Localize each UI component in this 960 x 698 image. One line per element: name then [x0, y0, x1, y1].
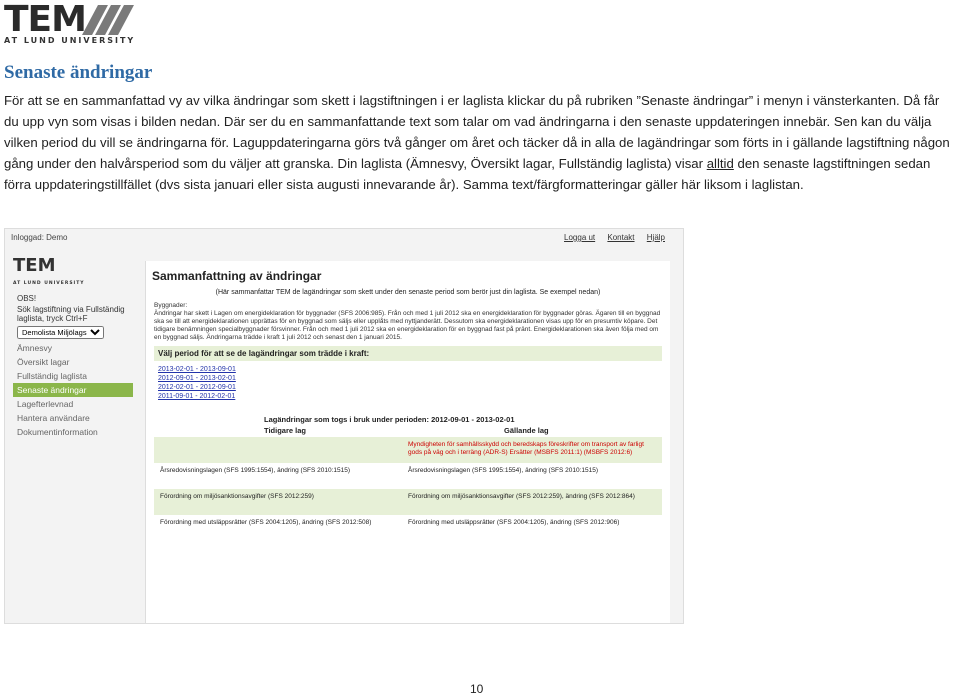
table-row — [154, 463, 662, 489]
sidebar-item-oversikt[interactable]: Översikt lagar — [17, 357, 70, 367]
sidebar — [13, 257, 133, 439]
row-old — [160, 441, 408, 459]
comparison-rows — [154, 437, 662, 541]
table-row — [154, 489, 662, 515]
sidebar-item-senaste[interactable]: Senaste ändringar — [13, 383, 133, 397]
building-summary — [154, 302, 662, 342]
building-text: Ändringar har skett i Lagen om energideklaration för byggnader (SFS 2006:985). Från och med 1 juli 2012 ska en energideklaration för byggnader göras. Ägaren till en byggnad ska se till att energideklarationen upprättas för en byggnad som säljs eller upplåts med nyttjanderätt. Dessutom ska energideklarationen visas upp för en presumtiv köpare. Det tidigare benämningen specialbyggnader försvinner. Från och med 1 juli 2012 ska en energideklaration för en byggnad fast på pränt. Energideklarationen ska även följa med om en byggnad säljs. Ändringarna trädde i kraft 1 juli 2012 och senast den 1 januari 2015. — [154, 310, 661, 341]
logo-slashes-icon — [90, 5, 129, 35]
top-bar — [5, 229, 683, 251]
comparison-heading: Lagändringar som togs i bruk under perioden: 2012-09-01 - 2013-02-01 — [264, 415, 515, 424]
embedded-screenshot — [4, 228, 684, 624]
logged-in-label: Inloggad: Demo — [11, 233, 68, 242]
paragraph-part-1: För att se en sammanfattad vy av vilka ändringar som skett i lagstiftningen i er laglista klickar du på rubriken ”Senaste ändringar” i menyn i vänsterkanten. Då får du upp vyn som visas i bilden nedan. Där ser du en sammanfattande text som talar om vad ändringarna i den senaste uppdateringen innebär. Sen kan du välja vilken period du vill se ändringarna för. Laguppdateringarna görs två gånger om året och täcker då in alla de lagändringar som förts in i gällande lagstiftning någon gång under den halvårsperiod som du väljer att granska. Din laglista (Ämnesvy, Översikt lagar, Fullständig laglista) visar — [4, 93, 950, 171]
sidebar-item-dokument[interactable]: Dokumentinformation — [17, 427, 98, 437]
period-link[interactable]: 2011-09-01 - 2012-02-01 — [158, 393, 236, 400]
comparison-table — [154, 413, 662, 541]
obs-label: OBS! — [17, 294, 37, 303]
page-number: 10 — [470, 682, 484, 696]
main-panel — [145, 261, 670, 623]
sidebar-item-hantera[interactable]: Hantera användare — [17, 413, 90, 423]
period-link[interactable]: 2013-02-01 - 2013-09-01 — [158, 366, 236, 373]
sidebar-item-lagefterlevnad[interactable]: Lagefterlevnad — [17, 399, 74, 409]
building-label: Byggnader: — [154, 302, 188, 309]
paragraph-underlined: alltid — [706, 156, 734, 171]
sidebar-logo: TEM AT LUND UNIVERSITY — [13, 255, 85, 286]
list-select[interactable] — [17, 326, 104, 339]
choose-period: Välj period för att se de lagändringar som trädde i kraft: — [154, 346, 662, 361]
row-new: Förordning med utsläppsrätter (SFS 2004:1205), ändring (SFS 2012:906) — [408, 519, 620, 526]
section-heading: Senaste ändringar — [4, 62, 153, 83]
logout-link[interactable]: Logga ut — [564, 233, 596, 242]
col-old: Tidigare lag — [264, 426, 306, 435]
logo-text: TEM — [4, 0, 86, 40]
period-link[interactable]: 2012-09-01 - 2013-02-01 — [158, 375, 236, 382]
help-link[interactable]: Hjälp — [646, 233, 665, 242]
top-links — [554, 233, 665, 242]
summary-info: (Här sammanfattar TEM de lagändringar som skett under den senaste period som berör just din laglista. Se exempel nedan) — [215, 289, 601, 296]
summary-title: Sammanfattning av ändringar — [152, 269, 322, 283]
paragraph-part-2: den senaste lagstiftningen sedan förra uppdateringstillfället (dvs sista januari eller sista augusti innevarande år). Samma text/färgformatteringar gäller här liksom i laglistan. — [4, 156, 931, 192]
tem-logo — [4, 2, 144, 46]
row-old: Förordning med utsläppsrätter (SFS 2004:1205), ändring (SFS 2012:508) — [160, 519, 372, 526]
sidebar-item-fullstandig[interactable]: Fullständig laglista — [17, 371, 87, 381]
comparison-columns — [154, 426, 662, 437]
row-new: Myndigheten för samhällsskydd och beredskaps föreskrifter om transport av farligt gods på väg och i terräng (ADR-S) Ersätter (MSBFS 2011:1) (MSBFS 2012:6) — [408, 441, 644, 456]
period-list — [158, 365, 658, 401]
row-new: Årsredovisningslagen (SFS 1995:1554), ändring (SFS 2010:1515) — [408, 467, 599, 474]
row-old: Förordning om miljösanktionsavgifter (SFS 2012:259) — [160, 493, 314, 500]
body-paragraph — [4, 90, 956, 195]
period-link[interactable]: 2012-02-01 - 2012-09-01 — [158, 384, 236, 391]
contact-link[interactable]: Kontakt — [607, 233, 635, 242]
row-old: Årsredovisningslagen (SFS 1995:1554), ändring (SFS 2010:1515) — [160, 467, 351, 474]
table-row — [154, 515, 662, 541]
search-tip: Sök lagstiftning via Fullständig laglista, tryck Ctrl+F — [17, 305, 125, 323]
sidebar-item-amnesvy[interactable]: Ämnesvy — [17, 343, 52, 353]
table-row — [154, 437, 662, 463]
col-new: Gällande lag — [504, 426, 549, 435]
logo-subtitle: AT LUND UNIVERSITY — [4, 36, 136, 45]
row-new: Förordning om miljösanktionsavgifter (SFS 2012:259), ändring (SFS 2012:864) — [408, 493, 635, 500]
